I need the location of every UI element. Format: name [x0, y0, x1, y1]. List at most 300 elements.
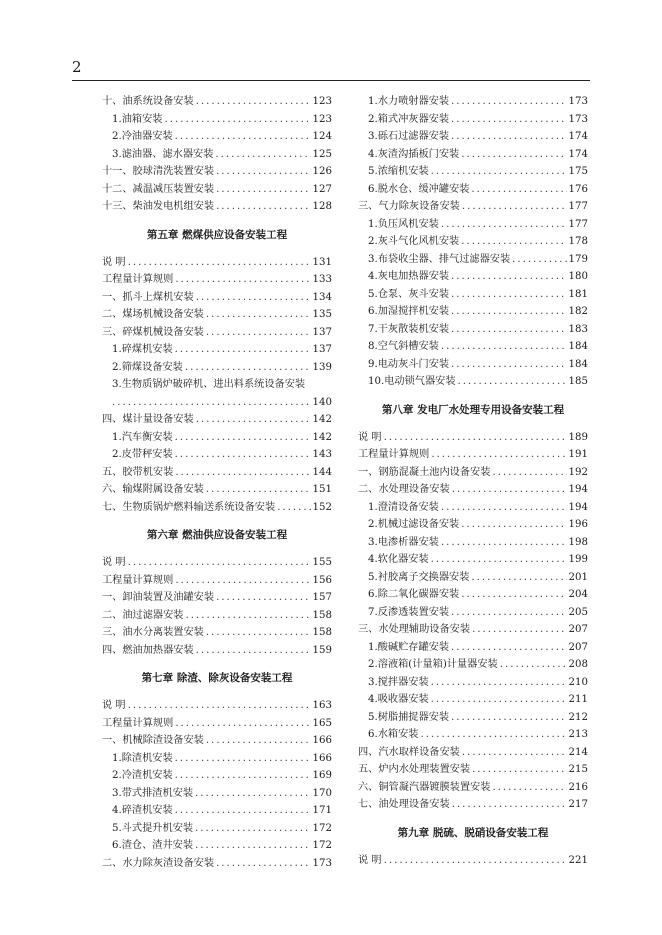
- toc-entry: [358, 656, 588, 674]
- dot-leader: [277, 499, 310, 517]
- dot-leader: [175, 464, 310, 482]
- dot-leader: [195, 837, 311, 855]
- toc-entry-page: 184: [568, 341, 588, 352]
- toc-entry: [358, 251, 588, 269]
- toc-entry-title: 十二、减温减压装置安装: [102, 183, 215, 195]
- toc-entry-page: 173: [568, 96, 588, 107]
- dot-leader: [458, 373, 567, 391]
- dot-leader: [175, 802, 311, 820]
- toc-entry-page: 158: [312, 627, 332, 638]
- toc-entry: [358, 586, 588, 604]
- dot-leader: [451, 303, 567, 321]
- toc-entry: [102, 624, 332, 642]
- toc-entry-page: 189: [568, 431, 588, 443]
- toc-entry: [102, 785, 332, 803]
- toc-entry-title: 工程量计算规则: [102, 717, 174, 729]
- toc-entry: [358, 163, 588, 181]
- dot-leader: [451, 321, 567, 339]
- dot-leader: [206, 306, 311, 324]
- toc-entry: [358, 639, 588, 657]
- toc-entry-page: 216: [568, 781, 588, 793]
- dot-leader: [196, 642, 311, 660]
- toc-entry-title: 三、水处理辅助设备安装: [358, 624, 471, 635]
- toc-entry-title: 6.渣仓、渣井安装: [112, 840, 194, 851]
- toc-entry: [358, 321, 588, 339]
- toc-entry: [102, 464, 332, 482]
- toc-entry: [358, 128, 588, 146]
- toc-entry-title: 1.水力喷射器安装: [368, 96, 450, 107]
- dot-leader: [175, 128, 311, 146]
- dot-leader: [420, 726, 566, 744]
- dot-leader: [461, 586, 566, 604]
- dot-leader: [206, 624, 311, 642]
- dot-leader: [462, 744, 567, 762]
- dot-leader: [164, 111, 310, 129]
- toc-entry-page: 194: [568, 501, 588, 513]
- toc-entry-title: 6.除二氧化碳器安装: [368, 589, 460, 600]
- toc-entry-page: 181: [568, 288, 588, 300]
- toc-entry-page: 166: [312, 752, 332, 764]
- toc-entry: [358, 499, 588, 517]
- dot-leader: [472, 621, 566, 639]
- toc-entry-title: 六、输煤附属设备安装: [102, 484, 204, 495]
- toc-entry: [358, 621, 588, 639]
- dot-leader: [128, 254, 311, 272]
- toc-entry-page: 182: [568, 306, 588, 317]
- toc-entry-page: 163: [312, 700, 332, 711]
- toc-entry-title: 说 明: [102, 256, 126, 268]
- toc-entry: [358, 146, 588, 164]
- dot-leader: [196, 93, 311, 111]
- toc-entry-title: 说 明: [358, 854, 382, 866]
- toc-entry-page: 131: [312, 256, 332, 268]
- dot-leader: [216, 181, 310, 199]
- toc-entry-page: 208: [568, 659, 588, 670]
- chapter-heading: 第五章 燃煤供应设备安装工程: [146, 228, 288, 241]
- toc-entry-page: 134: [312, 291, 332, 303]
- toc-entry-title: 工程量计算规则: [102, 574, 174, 586]
- toc-entry-title: 二、水力除灰渣设备安装: [102, 857, 215, 869]
- toc-entry-title: 6.加湿搅拌机安装: [368, 306, 450, 317]
- dot-leader: [196, 411, 311, 429]
- dot-leader: [175, 271, 310, 289]
- toc-entry: [102, 341, 332, 359]
- toc-entry-title: 3.生物质锅炉破碎机、进出料系统设备安装: [112, 379, 306, 390]
- toc-entry-page: 155: [312, 557, 332, 568]
- toc-entry: [358, 569, 588, 587]
- chapter-heading: 第六章 燃油供应设备安装工程: [146, 529, 288, 541]
- toc-entry: [102, 499, 332, 517]
- dot-leader: [451, 268, 567, 286]
- toc-entry-page: 142: [312, 431, 332, 443]
- dot-leader: [461, 516, 566, 534]
- dot-leader: [112, 394, 311, 412]
- dot-leader: [431, 674, 567, 692]
- toc-entry: [102, 306, 332, 324]
- toc-entry-page: 191: [568, 449, 588, 460]
- toc-entry-page: 177: [568, 218, 588, 230]
- toc-entry-page: 174: [568, 148, 588, 160]
- toc-entry: [102, 324, 332, 342]
- toc-entry-page: 204: [568, 589, 588, 600]
- toc-entry-page: 192: [568, 466, 588, 478]
- toc-entry-page: 128: [312, 201, 332, 212]
- dot-leader: [451, 111, 567, 129]
- toc-entry-continuation: [102, 394, 332, 412]
- toc-entry-title: 4.灰电加热器安装: [368, 271, 450, 282]
- toc-entry: [102, 589, 332, 607]
- toc-entry-page: 175: [568, 166, 588, 177]
- toc-entry-title: 四、煤计量设备安装: [102, 414, 194, 425]
- toc-entry-title: 二、煤场机械设备安装: [102, 309, 204, 320]
- toc-entry-page: 176: [568, 183, 588, 195]
- toc-entry: [358, 604, 588, 622]
- toc-entry: [358, 464, 588, 482]
- toc-entry: [358, 373, 588, 391]
- toc-entry-title: 1.酸碱贮存罐安装: [368, 641, 450, 653]
- dot-leader: [471, 181, 566, 199]
- dot-leader: [186, 607, 311, 625]
- dot-leader: [216, 198, 310, 216]
- toc-entry-page: 173: [312, 857, 332, 869]
- toc-entry-page: 179: [568, 253, 588, 265]
- toc-entry: [102, 446, 332, 464]
- dot-leader: [175, 750, 311, 768]
- toc-entry-title: 1.油箱安装: [112, 113, 163, 125]
- toc-entry-title: 一、抓斗上煤机安装: [102, 291, 194, 303]
- toc-entry: [102, 837, 332, 855]
- dot-leader: [175, 446, 311, 464]
- toc-entry-title: 2.机械过滤设备安装: [368, 519, 460, 530]
- toc-entry: [102, 697, 332, 715]
- toc-entry: [358, 198, 588, 216]
- toc-entry-title: 8.空气斜槽安装: [368, 341, 439, 352]
- toc-entry-title: 4.软化器安装: [368, 554, 429, 565]
- dot-leader: [206, 324, 311, 342]
- toc-entry: [102, 820, 332, 838]
- toc-entry-title: 二、油过滤器安装: [102, 609, 184, 621]
- dot-leader: [441, 499, 567, 517]
- toc-entry: [358, 216, 588, 234]
- chapter-heading: 第八章 发电厂水处理专用设备安装工程: [381, 403, 565, 416]
- toc-entry: [102, 481, 332, 499]
- toc-entry: [358, 446, 588, 464]
- toc-entry-page: 170: [312, 787, 332, 799]
- toc-entry-page: 205: [568, 606, 588, 618]
- toc-entry-page: 196: [568, 519, 588, 530]
- toc-entry: [102, 146, 332, 164]
- toc-entry-title: 三、油水分离装置安装: [102, 627, 204, 638]
- toc-entry-title: 5.树脂捕捉器安装: [368, 711, 450, 723]
- toc-entry: [358, 181, 588, 199]
- toc-entry-page: 178: [568, 236, 588, 247]
- toc-entry: [102, 767, 332, 785]
- dot-leader: [500, 656, 567, 674]
- toc-entry: [358, 709, 588, 727]
- dot-leader: [206, 481, 311, 499]
- dot-leader: [128, 697, 311, 715]
- toc-entry: [102, 254, 332, 272]
- toc-entry-title: 工程量计算规则: [102, 274, 174, 285]
- toc-entry-title: 6.脱水仓、缓冲罐安装: [368, 183, 470, 195]
- toc-entry-page: 172: [312, 822, 332, 834]
- toc-entry: [102, 750, 332, 768]
- dot-leader: [452, 796, 567, 814]
- toc-entry-page: 214: [568, 746, 588, 758]
- toc-entry: [358, 852, 588, 870]
- dot-leader: [431, 446, 566, 464]
- toc-entry-title: 一、卸油装置及油罐安装: [102, 592, 215, 603]
- toc-entry-page: 140: [312, 396, 332, 408]
- dot-leader: [431, 691, 567, 709]
- dot-leader: [195, 820, 311, 838]
- dot-leader: [451, 639, 567, 657]
- toc-entry-title: 三、碎煤机械设备安装: [102, 326, 204, 338]
- dot-leader: [384, 852, 567, 870]
- dot-leader: [175, 429, 311, 447]
- dot-leader: [441, 216, 567, 234]
- toc-entry: [102, 163, 332, 181]
- toc-entry: [358, 796, 588, 814]
- dot-leader: [441, 534, 567, 552]
- toc-entry-page: 127: [312, 183, 332, 195]
- toc-entry: [358, 93, 588, 111]
- toc-entry: [102, 198, 332, 216]
- toc-entry-page: 137: [312, 344, 332, 355]
- toc-entry-title: 四、燃油加热器安装: [102, 644, 194, 656]
- toc-entry-page: 217: [568, 799, 588, 810]
- toc-entry: [358, 779, 588, 797]
- toc-entry: [358, 429, 588, 447]
- toc-entry: [358, 674, 588, 692]
- toc-entry-title: 三、气力除灰设备安装: [358, 201, 460, 212]
- toc-entry-title: 说 明: [358, 431, 382, 443]
- toc-entry-page: 152: [312, 501, 332, 513]
- dot-leader: [451, 604, 567, 622]
- dot-leader: [175, 715, 310, 733]
- dot-leader: [196, 289, 311, 307]
- toc-entry-title: 1.除渣机安装: [112, 752, 173, 764]
- toc-entry-title: 3.砾石过滤器安装: [368, 131, 450, 142]
- toc-entry-title: 六、铜管凝汽器镀膜装置安装: [358, 781, 491, 793]
- dot-leader: [462, 198, 567, 216]
- toc-entry-page: 135: [312, 309, 332, 320]
- dot-leader: [472, 761, 566, 779]
- toc-entry: [102, 554, 332, 572]
- toc-entry-page: 137: [312, 326, 332, 338]
- dot-leader: [185, 359, 311, 377]
- toc-entry: [102, 855, 332, 873]
- toc-entry-title: 1.汽车衡安装: [112, 431, 173, 443]
- toc-entry: [102, 359, 332, 377]
- dot-leader: [451, 709, 567, 727]
- toc-entry-page: 194: [568, 484, 588, 495]
- toc-entry: [358, 726, 588, 744]
- toc-entry-title: 3.布袋收尘器、排气过滤器安装: [368, 253, 511, 265]
- toc-entry-title: 3.滤油器、滤水器安装: [112, 148, 214, 160]
- dot-leader: [175, 767, 311, 785]
- toc-entry-title: 4.吸收器安装: [368, 694, 429, 705]
- toc-entry-title: 四、汽水取样设备安装: [358, 746, 460, 758]
- toc-entry-page: 125: [312, 148, 332, 160]
- toc-entry: [102, 289, 332, 307]
- page-number: 2: [72, 58, 82, 76]
- toc-entry: [358, 303, 588, 321]
- dot-leader: [471, 569, 566, 587]
- toc-entry: [358, 516, 588, 534]
- toc-entry-page: 185: [568, 376, 588, 387]
- chapter-heading: 第七章 除渣、除灰设备安装工程: [141, 672, 293, 684]
- toc-entry-title: 9.电动灰斗门安装: [368, 358, 450, 370]
- toc-entry-title: 说 明: [102, 557, 126, 568]
- toc-entry: [358, 338, 588, 356]
- toc-entry-title: 1.负压风机安装: [368, 218, 439, 230]
- toc-entry-title: 10.电动锁气器安装: [368, 376, 456, 387]
- toc-entry-title: 7.反渗透装置安装: [368, 606, 450, 618]
- toc-entry-page: 172: [312, 840, 332, 851]
- toc-entry-title: 4.灰渣沟插板门安装: [368, 148, 460, 160]
- toc-entry-page: 174: [568, 131, 588, 142]
- dot-leader: [452, 481, 567, 499]
- toc-entry-page: 173: [568, 113, 588, 125]
- toc-right-column: [358, 93, 588, 869]
- dot-leader: [451, 356, 567, 374]
- toc-entry: [358, 268, 588, 286]
- toc-entry: [358, 691, 588, 709]
- toc-entry-title: 十三、柴油发电机组安装: [102, 201, 215, 212]
- toc-entry-page: 151: [312, 484, 332, 495]
- toc-entry-title: 七、生物质锅炉燃料输送系统设备安装: [102, 501, 276, 513]
- toc-entry-page: 201: [568, 571, 588, 583]
- toc-entry-title: 一、钢筋混凝土池内设备安装: [358, 466, 491, 478]
- toc-entry: [358, 534, 588, 552]
- toc-entry: [358, 744, 588, 762]
- dot-leader: [215, 146, 310, 164]
- toc-entry-title: 3.电渗析器安装: [368, 536, 439, 548]
- toc-entry-page: 171: [312, 805, 332, 816]
- toc-entry-page: 211: [568, 694, 588, 705]
- toc-entry-page: 207: [568, 624, 588, 635]
- toc-entry-page: 139: [312, 361, 332, 373]
- toc-entry-page: 198: [568, 536, 588, 548]
- toc-entry: [102, 181, 332, 199]
- dot-leader: [461, 146, 566, 164]
- toc-entry: [102, 93, 332, 111]
- toc-entry-page: 183: [568, 323, 588, 335]
- dot-leader: [216, 163, 310, 181]
- toc-entry-page: 158: [312, 609, 332, 621]
- toc-entry-title: 十一、胶球清洗装置安装: [102, 166, 215, 177]
- dot-leader: [512, 251, 566, 269]
- toc-entry-title: 6.水箱安装: [368, 729, 419, 740]
- toc-entry-page: 177: [568, 201, 588, 212]
- toc-entry-title: 工程量计算规则: [358, 449, 430, 460]
- dot-leader: [175, 341, 311, 359]
- toc-entry: [102, 271, 332, 289]
- toc-entry-title: 2.溶液箱(计量箱)计量器安装: [368, 659, 498, 670]
- toc-entry-page: 126: [312, 166, 332, 177]
- dot-leader: [216, 855, 310, 873]
- toc-entry: [358, 286, 588, 304]
- toc-entry: [358, 761, 588, 779]
- toc-entry: [358, 481, 588, 499]
- toc-entry: [102, 111, 332, 129]
- toc-entry-page: 199: [568, 554, 588, 565]
- toc-entry-title: 5.斗式提升机安装: [112, 822, 194, 834]
- toc-entry-page: 212: [568, 711, 588, 723]
- toc-entry-page: 142: [312, 414, 332, 425]
- toc-entry-page: 124: [312, 131, 332, 142]
- toc-entry-title: 五、胶带机安装: [102, 466, 174, 478]
- toc-entry-page: 210: [568, 676, 588, 688]
- toc-left-column: [102, 93, 332, 872]
- toc-entry-page: 123: [312, 96, 332, 107]
- toc-entry-page: 180: [568, 271, 588, 282]
- toc-entry: [102, 376, 332, 411]
- toc-entry-page: 215: [568, 764, 588, 775]
- toc-entry: [102, 411, 332, 429]
- toc-entry-title: 二、水处理设备安装: [358, 484, 450, 495]
- dot-leader: [206, 732, 311, 750]
- dot-leader: [492, 779, 566, 797]
- toc-entry: [102, 128, 332, 146]
- toc-entry: [102, 802, 332, 820]
- dot-leader: [451, 286, 567, 304]
- dot-leader: [451, 128, 567, 146]
- toc-entry: [358, 356, 588, 374]
- toc-entry-title: 2.筛煤设备安装: [112, 361, 183, 373]
- toc-entry-title: 4.碎渣机安装: [112, 805, 173, 816]
- toc-entry-page: 166: [312, 735, 332, 746]
- toc-entry-page: 157: [312, 592, 332, 603]
- toc-entry: [102, 715, 332, 733]
- toc-entry-page: 144: [312, 466, 332, 478]
- dot-leader: [451, 93, 567, 111]
- toc-entry-title: 2.冷油器安装: [112, 131, 173, 142]
- chapter-heading: 第九章 脱硫、脱硝设备安装工程: [397, 826, 549, 839]
- toc-entry-title: 2.灰斗气化风机安装: [368, 236, 460, 247]
- toc-entry-title: 5.衬胶离子交换器安装: [368, 571, 470, 583]
- toc-entry-page: 213: [568, 729, 588, 740]
- toc-entry-title: 一、机械除渣设备安装: [102, 735, 204, 746]
- toc-entry-title: 2.冷渣机安装: [112, 770, 173, 781]
- toc-entry-page: 169: [312, 770, 332, 781]
- toc-entry-title: 五、炉内水处理装置安装: [358, 764, 471, 775]
- header-rule: [72, 80, 590, 81]
- toc-entry-page: 123: [312, 113, 332, 125]
- dot-leader: [128, 554, 311, 572]
- toc-entry-page: 165: [312, 717, 332, 729]
- toc-entry-title: 1.澄清设备安装: [368, 501, 439, 513]
- dot-leader: [216, 589, 310, 607]
- toc-entry-page: 207: [568, 641, 588, 653]
- toc-entry-page: 184: [568, 358, 588, 370]
- toc-entry: [102, 732, 332, 750]
- toc-entry-title: 3.带式排渣机安装: [112, 787, 194, 799]
- toc-entry-title: 1.碎煤机安装: [112, 344, 173, 355]
- dot-leader: [461, 233, 566, 251]
- toc-entry-title: 5.仓泵、灰斗安装: [368, 288, 450, 300]
- toc-entry-title: 5.浓缩机安装: [368, 166, 429, 177]
- toc-entry-page: 143: [312, 449, 332, 460]
- dot-leader: [431, 551, 567, 569]
- dot-leader: [492, 464, 566, 482]
- toc-entry-title: 七、油处理设备安装: [358, 799, 450, 810]
- dot-leader: [384, 429, 567, 447]
- toc-entry-title: 十、油系统设备安装: [102, 96, 194, 107]
- toc-entry: [358, 233, 588, 251]
- dot-leader: [441, 338, 567, 356]
